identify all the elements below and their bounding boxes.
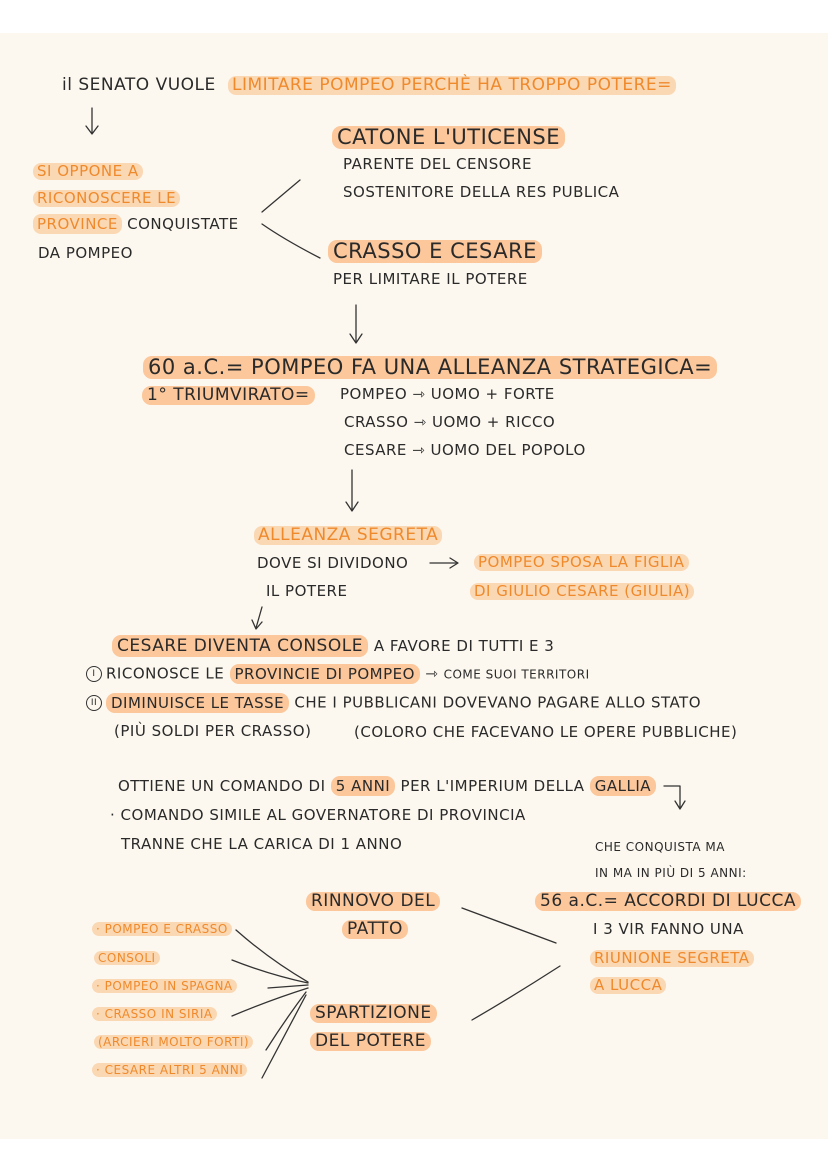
spartizione-line-1: SPARTIZIONE <box>310 1004 437 1023</box>
console-point-1: I RICONOSCE LE PROVINCIE DI POMPEO ⇾ COME SUOI TERRITORI <box>86 666 590 682</box>
alleanza-line-2: IL POTERE <box>266 582 348 600</box>
left-line-3: PROVINCE CONQUISTATE <box>33 217 239 232</box>
arrow-down-2 <box>350 305 362 343</box>
accordi-di-lucca: 56 a.C.= ACCORDI DI LUCCA <box>535 892 801 911</box>
left-line-1: SI OPPONE A <box>33 163 143 180</box>
triumvirato-crasso: CRASSO ⇾ UOMO + RICCO <box>344 413 556 431</box>
triumvirato-line-1: 60 a.C.= POMPEO FA UNA ALLEANZA STRATEGICA= <box>143 356 717 379</box>
catone-title: CATONE L'UTICENSE <box>332 126 565 149</box>
gallia-line-3: TRANNE CHE LA CARICA DI 1 ANNO <box>121 835 403 853</box>
lucca-line-3: A LUCCA <box>590 977 666 994</box>
sposa-line-2: DI GIULIO CESARE (GIULIA) <box>470 583 694 600</box>
arrow-gallia-hook <box>664 786 685 809</box>
crasso-cesare-line-1: PER LIMITARE IL POTERE <box>333 270 528 288</box>
arrow-down-4 <box>252 607 262 629</box>
gallia-line-2: · COMANDO SIMILE AL GOVERNATORE DI PROVINCIA <box>110 806 526 824</box>
branch-line-catone <box>262 180 300 212</box>
list-item-6: · CESARE ALTRI 5 ANNI <box>92 1063 247 1077</box>
arrow-right-sposa <box>430 558 458 568</box>
arrow-down-3 <box>346 470 358 511</box>
sposa-line-1: POMPEO SPOSA LA FIGLIA <box>474 554 689 571</box>
arrow-down-1 <box>86 108 98 134</box>
alleanza-line-1: DOVE SI DIVIDONO <box>257 554 409 572</box>
header-senato: il SENATO VUOLE <box>62 75 216 95</box>
header-limitare: LIMITARE POMPEO PERCHÈ HA TROPPO POTERE= <box>228 76 676 95</box>
catone-line-2: SOSTENITORE DELLA RES PUBLICA <box>343 183 620 201</box>
crasso-cesare-title: CRASSO E CESARE <box>328 240 542 263</box>
rinnovo-line-2: PATTO <box>342 920 408 939</box>
list-item-2: CONSOLI <box>94 951 160 965</box>
list-item-3: · POMPEO IN SPAGNA <box>92 979 237 993</box>
conquista-line-1: CHE CONQUISTA MA <box>595 840 725 854</box>
catone-line-1: PARENTE DEL CENSORE <box>343 155 532 173</box>
line-spartizione-accordi <box>472 966 560 1020</box>
console-point-2: II DIMINUISCE LE TASSE CHE I PUBBLICANI DOVEVANO PAGARE ALLO STATO <box>86 695 701 711</box>
list-item-1: · POMPEO E CRASSO <box>92 922 232 936</box>
spartizione-line-2: DEL POTERE <box>310 1032 431 1051</box>
line-list-2 <box>232 960 308 983</box>
line-list-3 <box>268 985 308 988</box>
left-line-2: RICONOSCERE LE <box>33 190 180 207</box>
branch-line-crasso <box>262 224 320 258</box>
conquista-line-2: IN MA IN PIÙ DI 5 ANNI: <box>595 866 747 880</box>
alleanza-title: ALLEANZA SEGRETA <box>254 526 442 545</box>
triumvirato-label: 1° TRIUMVIRATO= <box>142 386 315 405</box>
console-point-2-note-b: (COLORO CHE FACEVANO LE OPERE PUBBLICHE) <box>354 723 738 741</box>
line-rinnovo-accordi <box>462 908 556 943</box>
triumvirato-cesare: CESARE ⇾ UOMO DEL POPOLO <box>344 441 586 459</box>
gallia-line-1: OTTIENE UN COMANDO DI 5 ANNI PER L'IMPERIUM DELLA GALLIA <box>118 779 656 794</box>
console-line: CESARE DIVENTA CONSOLE A FAVORE DI TUTTI E 3 <box>112 638 554 655</box>
console-point-2-note-a: (PIÙ SOLDI PER CRASSO) <box>114 722 312 740</box>
lucca-line-2: RIUNIONE SEGRETA <box>590 950 754 967</box>
triumvirato-pompeo: POMPEO ⇾ UOMO + FORTE <box>340 385 555 403</box>
left-line-4: DA POMPEO <box>38 244 133 262</box>
lucca-line-1: I 3 VIR FANNO UNA <box>593 920 744 938</box>
list-item-4: · CRASSO IN SIRIA <box>92 1007 217 1021</box>
line-list-6 <box>262 995 306 1078</box>
rinnovo-line-1: RINNOVO DEL <box>306 892 440 911</box>
list-item-5: (ARCIERI MOLTO FORTI) <box>94 1035 253 1049</box>
